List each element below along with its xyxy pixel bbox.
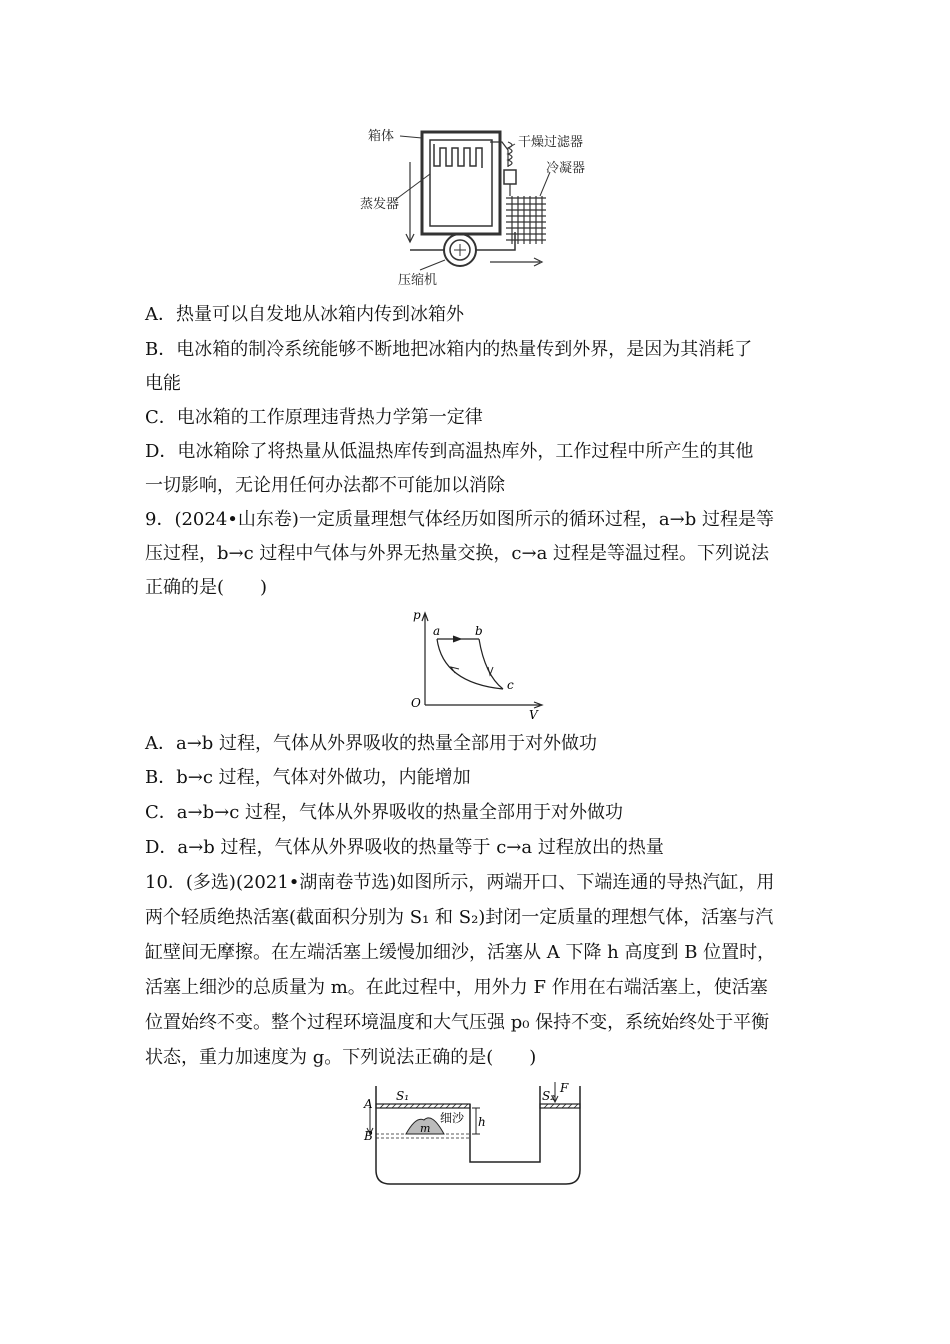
label-dryer-filter: 干燥过滤器: [518, 135, 584, 150]
refrigerator-diagram: [350, 122, 610, 292]
origin-label: O: [411, 696, 421, 710]
q8-option-b-line1: B．电冰箱的制冷系统能够不断地把冰箱内的热量传到外界，是因为其消耗了: [145, 339, 753, 360]
q10-stem-line3: 缸壁间无摩擦。在左端活塞上缓慢加细沙，活塞从 A 下降 h 高度到 B 位置时，: [145, 942, 776, 963]
axis-label-v: V: [529, 708, 538, 722]
q8-option-c: C．电冰箱的工作原理违背热力学第一定律: [145, 407, 483, 428]
q10-stem-line6: 状态，重力加速度为 g。下列说法正确的是( ): [145, 1047, 537, 1068]
q9-option-d: D．a→b 过程，气体从外界吸收的热量等于 c→a 过程放出的热量: [145, 837, 664, 858]
label-height-h: h: [478, 1115, 486, 1129]
label-s2: S₂: [542, 1089, 556, 1103]
q8-option-a: A．热量可以自发地从冰箱内传到冰箱外: [145, 304, 464, 325]
label-mass-m: m: [420, 1122, 431, 1135]
point-label-a: a: [433, 624, 441, 638]
point-label-b: b: [475, 624, 483, 638]
q8-option-d-line2: 一切影响，无论用任何办法都不可能加以消除: [145, 475, 505, 496]
label-evaporator: 蒸发器: [360, 197, 400, 212]
q9-stem-line2: 压过程，b→c 过程中气体与外界无热量交换，c→a 过程是等温过程。下列说法: [145, 543, 770, 564]
label-s1: S₁: [396, 1089, 410, 1103]
q10-stem-line1: 10．(多选)(2021•湖南卷节选)如图所示，两端开口、下端连通的导热汽缸，用: [145, 872, 775, 893]
q9-option-b: B．b→c 过程，气体对外做功，内能增加: [145, 767, 471, 788]
q9-option-c: C．a→b→c 过程，气体从外界吸收的热量全部用于对外做功: [145, 802, 623, 823]
q10-stem-line5: 位置始终不变。整个过程环境温度和大气压强 p₀ 保持不变，系统始终处于平衡: [145, 1012, 770, 1033]
label-compressor: 压缩机: [398, 273, 438, 288]
label-a-position: A: [364, 1097, 373, 1111]
q8-option-d-line1: D．电冰箱除了将热量从低温热库传到高温热库外，工作过程中所产生的其他: [145, 441, 754, 462]
label-sand: 细沙: [440, 1111, 465, 1125]
point-label-c: c: [507, 678, 514, 692]
q9-stem-line3: 正确的是( ): [145, 577, 268, 598]
q9-option-a: A．a→b 过程，气体从外界吸收的热量全部用于对外做功: [145, 733, 598, 754]
label-box: 箱体: [368, 129, 395, 144]
q10-stem-line4: 活塞上细沙的总质量为 m。在此过程中，用外力 F 作用在右端活塞上，使活塞: [145, 977, 768, 998]
label-b-position: B: [364, 1129, 373, 1143]
label-force-f: F: [560, 1081, 569, 1095]
q9-stem-line1: 9．(2024•山东卷)一定质量理想气体经历如图所示的循环过程，a→b 过程是等: [145, 509, 774, 530]
label-condenser: 冷凝器: [546, 161, 586, 176]
cylinder-diagram: [362, 1078, 587, 1190]
axis-label-p: p: [413, 608, 421, 622]
q8-option-b-line2: 电能: [145, 373, 181, 394]
q10-stem-line2: 两个轻质绝热活塞(截面积分别为 S₁ 和 S₂)封闭一定质量的理想气体，活塞与汽: [145, 907, 774, 928]
pv-diagram: [405, 605, 550, 723]
